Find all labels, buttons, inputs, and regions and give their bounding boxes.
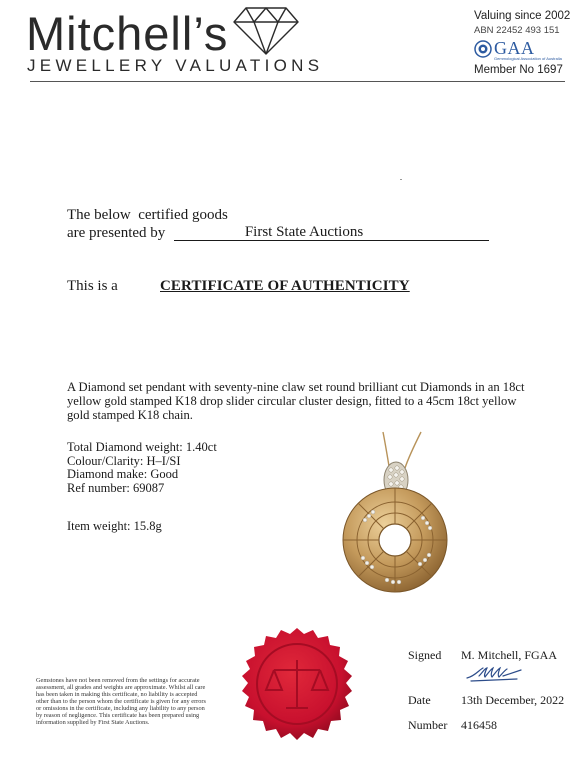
disclaimer-text: Gemstones have not been removed from the settings for accurate assessment, all grades and weights are approximate. Whilst all care has been taken in making this certificate, no liability is accepted other than to the person whom the certificate is given for any errors or omissions in the certificate, including any liability to any person by reason of negligence. This certificate has been prepared using information supplied by First State Auctions. — [36, 677, 206, 726]
gaa-subtitle: Gemmological Association of Australia — [494, 56, 562, 61]
presenter-name: First State Auctions — [244, 224, 364, 240]
gaa-logo: GAA — [494, 38, 535, 58]
item-description: A Diamond set pendant with seventy-nine claw set round brilliant cut Diamonds in an 18ct yellow gold stamped K18 drop slider circular cluster design, fitted to a 45cm 18ct yellow gold stamped K18 chain. — [67, 380, 525, 422]
brand-subtitle: JEWELLERY VALUATIONS — [27, 56, 324, 75]
certificate-title: CERTIFICATE OF AUTHENTICITY — [160, 278, 410, 294]
signature — [465, 664, 525, 684]
gaa-emblem-icon — [474, 40, 492, 58]
certificate-number: 416458 — [461, 718, 497, 732]
colour-clarity: Colour/Clarity: H–I/SI — [67, 453, 181, 468]
diamond-icon — [232, 4, 300, 56]
valuing-since: Valuing since 2002 — [474, 10, 571, 22]
this-is-label: This is a — [67, 278, 118, 294]
date-label: Date — [408, 693, 431, 707]
total-diamond-weight: Total Diamond weight: 1.40ct — [67, 440, 217, 454]
brand-name: Mitchell’s — [26, 7, 229, 60]
intro-line-2: are presented by — [67, 225, 166, 241]
abn-number: ABN 22452 493 151 — [474, 25, 560, 36]
item-weight: Item weight: 15.8g — [67, 519, 162, 533]
number-label: Number — [408, 718, 448, 732]
member-number: Member No 1697 — [474, 64, 563, 76]
date-value: 13th December, 2022 — [461, 693, 565, 707]
spec-list — [67, 441, 217, 495]
ref-number: Ref number: 69087 — [67, 480, 165, 495]
signed-label: Signed — [408, 648, 442, 662]
diamond-make: Diamond make: Good — [67, 467, 179, 481]
presenter-underline — [174, 240, 489, 241]
wax-seal-icon — [238, 626, 356, 744]
speck — [400, 179, 402, 180]
signed-value: M. Mitchell, FGAA — [461, 648, 557, 662]
intro-line-1: The below certified goods — [67, 207, 228, 223]
pendant-image — [325, 430, 465, 595]
header-divider — [30, 81, 565, 82]
